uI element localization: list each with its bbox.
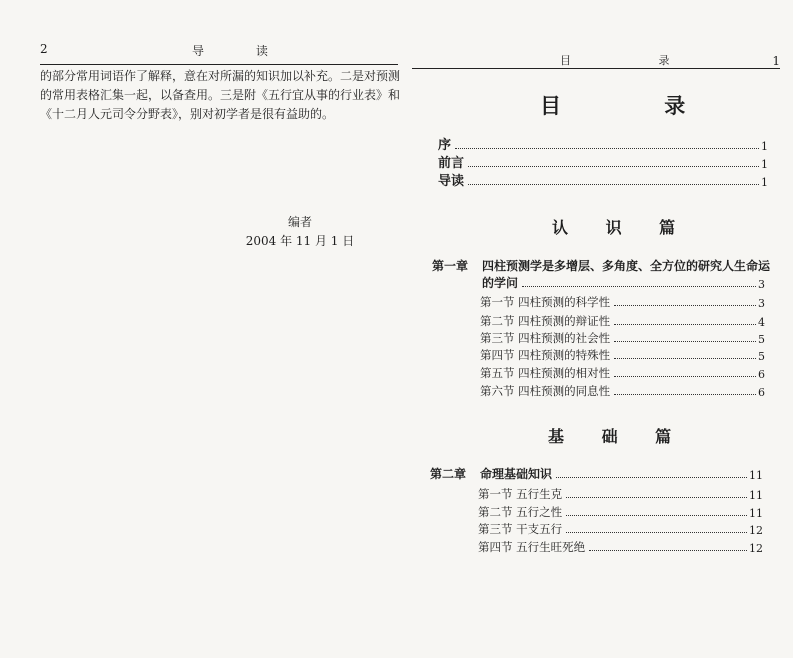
paragraph-line: 《十二月人元司令分野表》，别对初学者是很有益助的。 (40, 107, 335, 121)
part-heading: 认 识 篇 (552, 218, 692, 237)
leader-dots (614, 358, 756, 359)
leader-dots (566, 497, 747, 498)
leader-dots (522, 286, 756, 287)
right-page-header-title: 目 录 (560, 54, 712, 67)
toc-section-entry (478, 484, 763, 502)
toc-entry-page: 11 (749, 469, 763, 482)
toc-section-entry (478, 502, 763, 520)
toc-entry-label: 序 (438, 138, 452, 153)
leader-dots (614, 376, 756, 377)
toc-section-label: 第五节 四柱预测的相对性 (480, 366, 611, 380)
toc-chapter-entry (480, 464, 763, 482)
toc-section-label: 第四节 五行生旺死绝 (478, 540, 586, 554)
leader-dots (614, 324, 756, 325)
toc-section-entry (480, 363, 765, 381)
toc-entry-page: 1 (761, 158, 768, 171)
part-heading: 基 础 篇 (548, 427, 688, 446)
leader-dots (614, 305, 756, 306)
right-page (400, 0, 793, 658)
chapter-title-cont: 的学问 (482, 276, 519, 290)
toc-section-entry (478, 519, 763, 537)
toc-entry-page: 5 (758, 350, 765, 363)
toc-entry-page: 5 (758, 333, 765, 346)
toc-entry-page: 1 (761, 140, 768, 153)
toc-entry-guide (438, 171, 768, 189)
toc-section-label: 第四节 四柱预测的特殊性 (480, 348, 611, 362)
toc-section-label: 第一节 五行生克 (478, 487, 563, 501)
toc-entry-page: 3 (758, 297, 765, 310)
toc-section-label: 第二节 五行之性 (478, 505, 563, 519)
signature-date: 2004 年 11 月 1 日 (245, 234, 355, 248)
chapter-title: 四柱预测学是多增层、多角度、全方位的研究人生命运 (482, 259, 771, 273)
toc-section-entry (478, 537, 763, 555)
leader-dots (566, 515, 747, 516)
toc-section-entry (480, 311, 765, 329)
leader-dots (455, 148, 759, 149)
toc-entry-page: 12 (749, 524, 763, 537)
right-page-header (412, 52, 780, 69)
leader-dots (589, 550, 747, 551)
left-page-header-title: 导 读 (192, 44, 292, 58)
leader-dots (556, 477, 747, 478)
chapter-title: 命理基础知识 (480, 467, 553, 481)
leader-dots (566, 532, 747, 533)
toc-section-entry (480, 345, 765, 363)
toc-chapter-entry (482, 273, 765, 291)
toc-entry-preface (438, 135, 768, 153)
right-page-number: 1 (772, 54, 780, 68)
toc-section-label: 第三节 干支五行 (478, 522, 563, 536)
toc-entry-page: 12 (749, 542, 763, 555)
toc-section-label: 第三节 四柱预测的社会性 (480, 331, 611, 345)
toc-section-entry (480, 381, 765, 399)
left-page-number: 2 (40, 42, 48, 56)
chapter-number: 第二章 (430, 467, 467, 481)
leader-dots (614, 394, 756, 395)
toc-section-label: 第六节 四柱预测的同息性 (480, 384, 611, 398)
toc-section-label: 第一节 四柱预测的科学性 (480, 295, 611, 309)
toc-entry-page: 1 (761, 176, 768, 189)
left-page-body (40, 67, 402, 124)
toc-entry-page: 11 (749, 507, 763, 520)
toc-entry-label: 前言 (438, 156, 465, 171)
leader-dots (468, 184, 759, 185)
toc-title: 目 录 (540, 93, 734, 118)
toc-section-entry (480, 328, 765, 346)
toc-entry-page: 6 (758, 386, 765, 399)
leader-dots (614, 341, 756, 342)
signature-author: 编者 (287, 215, 312, 229)
paragraph-line: 的常用表格汇集一起，以备查用。三是附《五行宜从事的行业表》和 (40, 88, 401, 102)
toc-entry-label: 导读 (438, 174, 465, 189)
toc-entry-page: 4 (758, 316, 765, 329)
toc-entry-foreword (438, 153, 768, 171)
signature-block (200, 213, 400, 251)
left-page-header (40, 40, 398, 65)
toc-section-entry (480, 292, 765, 310)
paragraph-line: 的部分常用词语作了解释，意在对所漏的知识加以补充。二是对预测 (40, 69, 401, 83)
toc-entry-page: 11 (749, 489, 763, 502)
toc-entry-page: 6 (758, 368, 765, 381)
chapter-number: 第一章 (432, 259, 469, 273)
toc-section-label: 第二节 四柱预测的辩证性 (480, 314, 611, 328)
leader-dots (468, 166, 759, 167)
toc-entry-page: 3 (758, 278, 765, 291)
